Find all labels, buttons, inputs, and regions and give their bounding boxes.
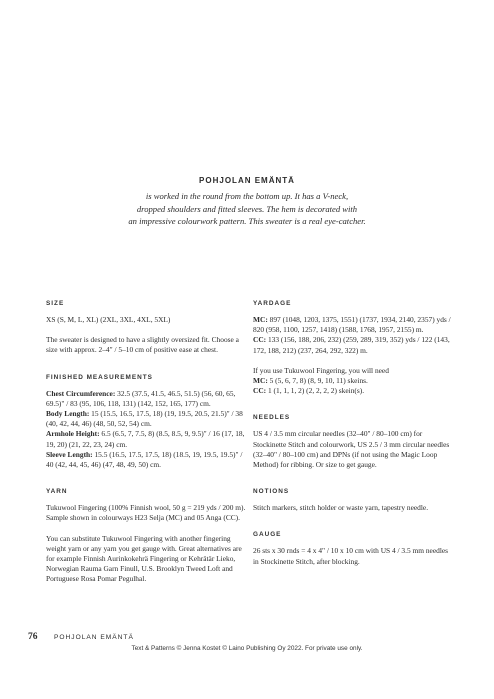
skeins-mc	[253, 376, 453, 386]
right-column	[253, 300, 453, 577]
yardage-mc-label: MC:	[253, 315, 268, 324]
needles-heading: NEEDLES	[253, 414, 291, 422]
yardage-cc-value: 133 (156, 188, 206, 232) (259, 289, 319, 352) yds / 122 (143, 172, 188, 212) (237, 264, 292, 322) m.	[253, 335, 450, 355]
yardage-cc-label: CC:	[253, 335, 267, 345]
intro-line: is worked in the round from the bottom up. It has a V-neck,	[145, 191, 349, 201]
pattern-title: POHJOLAN EMÄNTÄ	[199, 176, 295, 185]
intro-description	[60, 190, 434, 228]
skeins-mc-label: MC:	[253, 376, 268, 386]
measurement-row	[46, 450, 246, 470]
skeins-info	[253, 366, 453, 397]
finished-measurements	[46, 389, 246, 471]
skeins-cc	[253, 386, 453, 396]
size-note: The sweater is designed to have a slightly oversized fit. Choose a size with approx. 2–4" / 5–10 cm of positive ease at chest.	[46, 335, 239, 355]
gauge-description: 26 sts x 30 rnds = 4 x 4" / 10 x 10 cm with US 4 / 3.5 mm needles in Stockinette Stitch, after blocking.	[253, 546, 449, 566]
size-heading: SIZE	[46, 300, 65, 307]
measurement-value: 15.5 (16.5, 17.5, 17.5, 18) (18.5, 19, 19.5, 19.5)" / 40 (42, 44, 45, 46) (47, 48, 49, 50) cm.	[46, 449, 243, 470]
measurement-row	[46, 429, 246, 449]
copyright-notice: Text & Patterns © Jenna Kostet © Laino Publishing Oy 2022. For private use only.	[131, 645, 363, 652]
measurement-label: Body Length:	[46, 409, 90, 419]
yarn-substitutes: You can substitute Tukuwool Fingering with another fingering weight yarn or any yarn you get gauge with. Great alternatives are for example Finnish Aurinkokehrä Fingering or Kehrätär Lieko, Norwegian Rauma Garn Finull, U.S. Brooklyn Tweed Loft and Portuguese Rosa Pomar Pegulhal.	[46, 533, 242, 584]
running-footer-title: POHJOLAN EMÄNTÄ	[54, 634, 134, 641]
left-column	[46, 300, 246, 595]
notions-description: Stitch markers, stitch holder or waste yarn, tapestry needle.	[253, 503, 429, 513]
skeins-intro: If you use Tukuwool Fingering, you will need	[253, 365, 389, 375]
measurement-label: Sleeve Length:	[46, 449, 93, 459]
intro-line: dropped shoulders and fitted sleeves. The hem is decorated with	[136, 203, 358, 214]
notions-heading: NOTIONS	[253, 488, 290, 496]
page-number: 76	[28, 632, 38, 642]
measurement-value: 6.5 (6.5, 7, 7.5, 8) (8.5, 8.5, 9, 9.5)" / 16 (17, 18, 19, 20) (21, 22, 23, 24) cm.	[46, 429, 245, 449]
skeins-cc-value: 1 (1, 1, 1, 2) (2, 2, 2, 2) skein(s).	[266, 386, 365, 396]
yardage-mc	[253, 315, 453, 335]
measurement-value: 32.5 (37.5, 41.5, 46.5, 51.5) (56, 60, 65, 69.5)" / 83 (95, 106, 118, 131) (142, 152, 165, 177) cm.	[46, 388, 236, 408]
skeins-mc-value: 5 (5, 6, 7, 8) (8, 9, 10, 11) skeins.	[267, 376, 368, 386]
measurement-row	[46, 409, 246, 429]
measurement-label: Armhole Height:	[46, 429, 100, 439]
measurement-value: 15 (15.5, 16.5, 17.5, 18) (19, 19.5, 20.5, 21.5)" / 38 (40, 42, 44, 46) (48, 50, 52, 54) cm.	[46, 409, 243, 429]
measurement-label: Chest Circumference:	[46, 388, 116, 398]
intro-line: an impressive colourwork pattern. This sweater is a real eye-catcher.	[128, 216, 366, 227]
yardage-cc	[253, 335, 453, 355]
measurement-row	[46, 389, 246, 409]
skeins-cc-label: CC:	[253, 386, 267, 396]
yardage-mc-value: 897 (1048, 1203, 1375, 1551) (1737, 1934, 2140, 2357) yds / 820 (958, 1100, 1257, 1418) (1588, 1768, 1957, 2155) m.	[253, 315, 451, 335]
yarn-heading: YARN	[46, 488, 68, 496]
yarn-description: Tukuwool Fingering (100% Finnish wool, 50 g = 219 yds / 200 m). Sample shown in colourways H23 Selja (MC) and 05 Anga (CC).	[46, 503, 246, 523]
intro	[60, 176, 434, 228]
needles-description: US 4 / 3.5 mm circular needles (32–40" / 80–100 cm) for Stockinette Stitch and colourwork, US 2.5 / 3 mm circular needles (32–40" / 80–100 cm) and DPNs (if not using the Magic Loop Method) for ribbing. Or size to get gauge.	[253, 429, 450, 470]
finished-measurements-heading: FINISHED MEASUREMENTS	[46, 373, 153, 381]
yardage-heading: YARDAGE	[253, 300, 292, 307]
size-list: XS (S, M, L, XL) (2XL, 3XL, 4XL, 5XL)	[46, 315, 171, 324]
yardage-amounts	[253, 315, 453, 356]
gauge-heading: GAUGE	[253, 531, 282, 539]
